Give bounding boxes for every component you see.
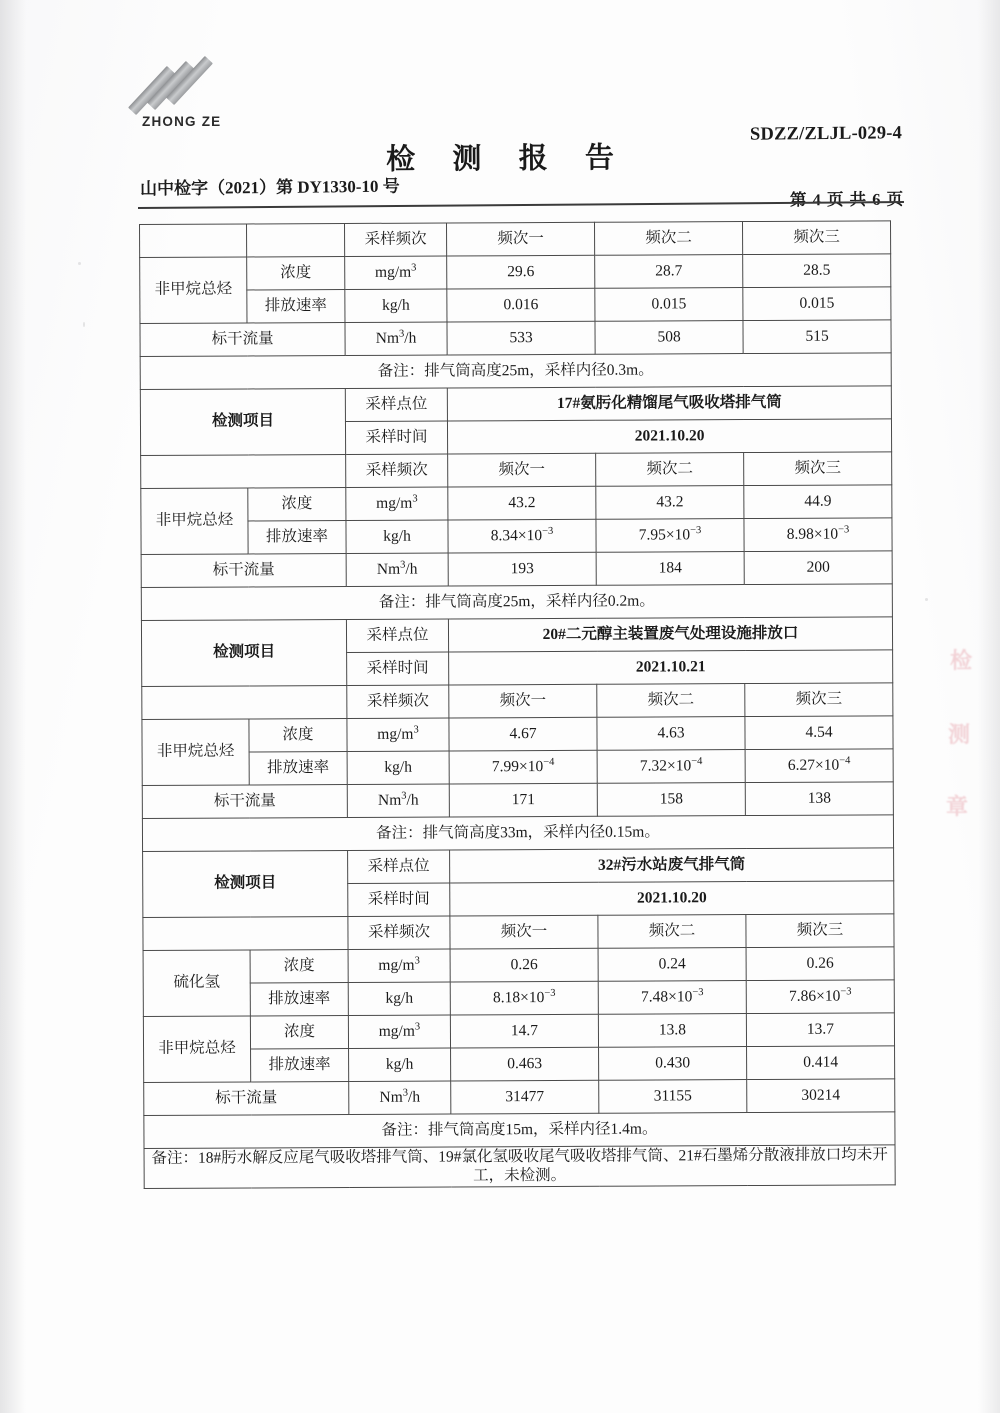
result-value: 0.463 [451, 1047, 599, 1081]
table-row [142, 782, 893, 819]
table-row [144, 1079, 895, 1116]
unit-mg-per-m3: $mg/m^3$ [345, 256, 447, 289]
unit-kg-per-h: kg/h [345, 289, 447, 322]
sampling-time-value: 2021.10.21 [449, 650, 893, 685]
row-label-measure: 排放速率 [248, 520, 346, 553]
row-label-measure: 排放速率 [249, 751, 347, 784]
row-label-measure: 排放速率 [250, 982, 348, 1015]
row-label-std-dry-flow: 标干流量 [141, 553, 346, 587]
unit-kg-per-h: kg/h [348, 982, 450, 1015]
column-header-freq-1: 频次一 [449, 684, 597, 718]
result-value: 28.7 [595, 255, 743, 289]
unit-mg-per-m3: $mg/m^3$ [347, 718, 449, 751]
sampling-point-value: 20#二元醇主装置废气处理设施排放口 [448, 617, 892, 652]
row-label-pollutant: 非甲烷总烃 [141, 488, 248, 555]
final-remark-row [144, 1145, 895, 1189]
column-header-freq-2: 频次二 [594, 222, 742, 256]
sampling-frequency-label: 采样频次 [348, 916, 450, 949]
test-item-header: 检测项目 [143, 850, 348, 917]
column-header-freq-3: 频次三 [744, 452, 892, 486]
result-value: 13.7 [746, 1013, 894, 1047]
table-row [140, 287, 891, 324]
scan-speck [78, 262, 81, 265]
remark-text: 备注：排气筒高度25m，采样内径0.3m。 [140, 353, 891, 390]
unit-kg-per-h: kg/h [349, 1048, 451, 1081]
sampling-point-label: 采样点位 [346, 619, 448, 652]
frequency-header-row [140, 221, 891, 258]
result-value: $6.27\times 10^{-4}$ [745, 749, 893, 783]
remark-row [141, 584, 892, 621]
test-item-header: 检测项目 [140, 388, 345, 455]
sampling-point-value: 17#氨肟化精馏尾气吸收塔排气筒 [447, 386, 891, 421]
result-value: 4.63 [597, 717, 745, 751]
column-header-freq-2: 频次二 [596, 453, 744, 487]
row-label-measure: 浓度 [248, 487, 346, 520]
result-value: 4.67 [449, 717, 597, 751]
row-label-pollutant: 非甲烷总烃 [142, 719, 249, 786]
frequency-header-spacer [142, 685, 347, 719]
logo-text: ZHONG ZE [142, 114, 222, 129]
column-header-freq-3: 频次三 [745, 683, 893, 717]
result-value: 0.414 [747, 1046, 895, 1080]
table-row [143, 980, 894, 1017]
result-value: 14.7 [450, 1014, 598, 1048]
result-value: 138 [745, 782, 893, 816]
sampling-time-value: 2021.10.20 [447, 419, 891, 454]
page-header [0, 0, 1000, 210]
remark-text: 备注：排气筒高度15m，采样内径1.4m。 [144, 1112, 895, 1149]
result-value: 44.9 [744, 485, 892, 519]
sampling-time-label: 采样时间 [347, 652, 449, 685]
result-value: 0.015 [743, 287, 891, 321]
result-value: $7.86\times 10^{-3}$ [746, 980, 894, 1014]
scan-speck [925, 598, 928, 601]
row-label-measure: 浓度 [249, 718, 347, 751]
table-row [141, 518, 892, 555]
table-row [142, 716, 893, 753]
result-value: 29.6 [447, 255, 595, 289]
frequency-header-spacer [247, 223, 345, 256]
column-header-freq-3: 频次三 [746, 914, 894, 948]
result-value: 193 [448, 552, 596, 586]
unit-nm3-per-h: Nm$^3$/h [347, 784, 449, 817]
unit-kg-per-h: kg/h [347, 751, 449, 784]
row-label-measure: 排放速率 [251, 1048, 349, 1081]
row-label-pollutant: 硫化氢 [143, 950, 250, 1017]
row-label-measure: 浓度 [250, 949, 348, 982]
sampling-point-label: 采样点位 [345, 388, 447, 421]
row-label-std-dry-flow: 标干流量 [140, 322, 345, 356]
result-value: 508 [595, 321, 743, 355]
frequency-header-row [143, 914, 894, 951]
report-number: 山中检字（2021）第 DY1330-10 号 [139, 176, 400, 199]
column-header-freq-1: 频次一 [448, 453, 596, 487]
result-value: $8.34\times 10^{-3}$ [448, 519, 596, 553]
table-row [142, 749, 893, 786]
table-row [140, 320, 891, 357]
unit-mg-per-m3: $mg/m^3$ [348, 949, 450, 982]
result-value: 533 [447, 321, 595, 355]
result-value: 4.54 [745, 716, 893, 750]
table-row [144, 1046, 895, 1083]
result-value: 184 [596, 552, 744, 586]
result-value: $8.98\times 10^{-3}$ [744, 518, 892, 552]
sampling-point-row [140, 386, 891, 423]
result-value: 171 [449, 783, 597, 817]
row-label-pollutant: 非甲烷总烃 [140, 257, 247, 324]
sampling-time-label: 采样时间 [348, 883, 450, 916]
result-value: 0.24 [598, 948, 746, 982]
three-diagonal-bars-icon [144, 66, 222, 118]
sampling-time-value: 2021.10.20 [450, 881, 894, 916]
stamp-bleed-through: 检 测 章 [946, 648, 973, 819]
result-value: 31155 [599, 1080, 747, 1114]
final-remark-text: 备注：18#肟水解反应尾气吸收塔排气筒、19#氯化氢吸收尾气吸收塔排气筒、21#石墨烯分散液排放口均未开工，未检测。 [144, 1145, 895, 1189]
table-row [143, 947, 894, 984]
table-row [141, 551, 892, 588]
result-value: $7.32\times 10^{-4}$ [597, 750, 745, 784]
result-value: 158 [597, 783, 745, 817]
row-label-std-dry-flow: 标干流量 [144, 1081, 349, 1115]
row-label-measure: 排放速率 [247, 289, 345, 322]
table-row [143, 1013, 894, 1050]
result-value: 43.2 [448, 486, 596, 520]
scan-speck [83, 322, 85, 327]
table-row [141, 485, 892, 522]
row-label-measure: 浓度 [247, 256, 345, 289]
result-value: $7.48\times 10^{-3}$ [598, 981, 746, 1015]
sampling-point-value: 32#污水站废气排气筒 [450, 848, 894, 883]
document-code: SDZZ/ZLJL-029-4 [749, 123, 903, 145]
table-row [140, 254, 891, 291]
result-value: 0.26 [746, 947, 894, 981]
result-value: 13.8 [598, 1014, 746, 1048]
scan-edge-right [978, 0, 1000, 1413]
column-header-freq-1: 频次一 [450, 915, 598, 949]
page-title: 检 测 报 告 [386, 141, 630, 176]
remark-row [142, 815, 893, 852]
result-value: 30214 [747, 1079, 895, 1113]
result-value: $8.18\times 10^{-3}$ [450, 981, 598, 1015]
result-value: 31477 [451, 1080, 599, 1114]
result-value: $7.95\times 10^{-3}$ [596, 519, 744, 553]
remark-row [144, 1112, 895, 1149]
row-label-measure: 浓度 [250, 1015, 348, 1048]
company-logo [142, 66, 262, 136]
unit-nm3-per-h: Nm$^3$/h [346, 553, 448, 586]
result-value: 200 [744, 551, 892, 585]
column-header-freq-3: 频次三 [742, 221, 890, 255]
column-header-freq-1: 频次一 [446, 222, 594, 256]
results-table [139, 220, 896, 1189]
sampling-frequency-label: 采样频次 [347, 685, 449, 718]
result-value: 0.26 [450, 948, 598, 982]
frequency-header-spacer [141, 454, 346, 488]
unit-mg-per-m3: $mg/m^3$ [348, 1015, 450, 1048]
frequency-header-row [141, 452, 892, 489]
unit-nm3-per-h: Nm$^3$/h [349, 1081, 451, 1114]
sampling-frequency-label: 采样频次 [346, 454, 448, 487]
result-value: 28.5 [743, 254, 891, 288]
unit-kg-per-h: kg/h [346, 520, 448, 553]
result-value: 0.016 [447, 288, 595, 322]
scan-edge-left [0, 0, 26, 1413]
remark-text: 备注：排气筒高度25m，采样内径0.2m。 [141, 584, 892, 621]
frequency-header-spacer [140, 224, 247, 258]
sampling-point-row [141, 617, 892, 654]
unit-nm3-per-h: Nm$^3$/h [345, 322, 447, 355]
test-item-header: 检测项目 [141, 619, 346, 686]
result-value: 515 [743, 320, 891, 354]
sampling-point-row [143, 848, 894, 885]
unit-mg-per-m3: $mg/m^3$ [346, 487, 448, 520]
frequency-header-row [142, 683, 893, 720]
column-header-freq-2: 频次二 [598, 915, 746, 949]
frequency-header-spacer [143, 916, 348, 950]
result-value: $7.99\times 10^{-4}$ [449, 750, 597, 784]
row-label-std-dry-flow: 标干流量 [142, 784, 347, 818]
remark-text: 备注：排气筒高度33m，采样内径0.15m。 [142, 815, 893, 852]
result-value: 0.430 [599, 1047, 747, 1081]
result-value: 43.2 [596, 486, 744, 520]
sampling-point-label: 采样点位 [348, 850, 450, 883]
column-header-freq-2: 频次二 [597, 684, 745, 718]
result-value: 0.015 [595, 288, 743, 322]
sampling-frequency-label: 采样频次 [345, 223, 447, 256]
row-label-pollutant: 非甲烷总烃 [143, 1016, 250, 1083]
remark-row [140, 353, 891, 390]
results-table-container [139, 220, 896, 1189]
page-number: 第 4 页 共 6 页 [789, 189, 905, 210]
sampling-time-label: 采样时间 [345, 421, 447, 454]
